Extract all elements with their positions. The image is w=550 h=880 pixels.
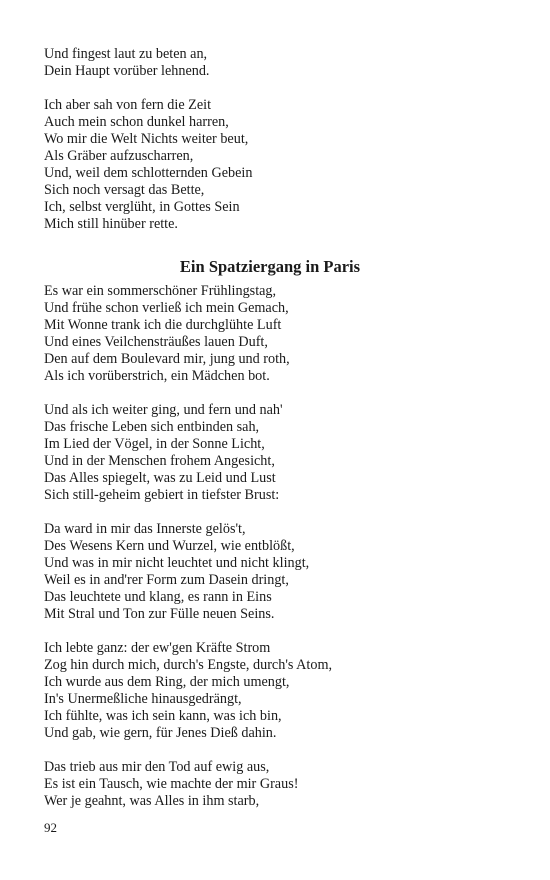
verse-line: Auch mein schon dunkel harren,	[44, 114, 229, 130]
stanza	[44, 283, 514, 385]
verse-line: Sich noch versagt das Bette,	[44, 182, 205, 198]
stanza	[44, 640, 514, 742]
verse-line: Das Alles spiegelt, was zu Leid und Lust	[44, 470, 276, 486]
verse-line: Und fingest laut zu beten an,	[44, 46, 208, 62]
verse-line: Und in der Menschen frohem Angesicht,	[44, 453, 275, 469]
verse-line: Den auf dem Boulevard mir, jung und roth,	[44, 351, 290, 367]
verse-line: Und, weil dem schlotternden Gebein	[44, 165, 253, 181]
stanza	[44, 97, 514, 233]
poem	[44, 283, 514, 810]
verse-line: Als ich vorüberstrich, ein Mädchen bot.	[44, 368, 270, 384]
stanza	[44, 402, 514, 504]
verse-line: Ich lebte ganz: der ew'gen Kräfte Strom	[44, 640, 271, 656]
verse-line: Im Lied der Vögel, in der Sonne Licht,	[44, 436, 265, 452]
verse-line: Ich wurde aus dem Ring, der mich umengt,	[44, 674, 290, 690]
verse-line: Und gab, wie gern, für Jenes Dieß dahin.	[44, 725, 277, 741]
stanza	[44, 759, 514, 810]
verse-line: Das leuchtete und klang, es rann in Eins	[44, 589, 272, 605]
verse-line: Wo mir die Welt Nichts weiter beut,	[44, 131, 249, 147]
verse-line: Und was in mir nicht leuchtet und nicht klingt,	[44, 555, 310, 571]
verse-line: Mit Wonne trank ich die durchglühte Luft	[44, 317, 282, 333]
verse-line: Mich still hinüber rette.	[44, 216, 178, 232]
verse-line: Und frühe schon verließ ich mein Gemach,	[44, 300, 289, 316]
verse-line: Da ward in mir das Innerste gelös't,	[44, 521, 246, 537]
verse-line: Dein Haupt vorüber lehnend.	[44, 63, 210, 79]
verse-line: Das frische Leben sich entbinden sah,	[44, 419, 260, 435]
stanza	[44, 46, 514, 80]
verse-line: Weil es in and'rer Form zum Dasein dringt,	[44, 572, 289, 588]
verse-line: Zog hin durch mich, durch's Engste, durch's Atom,	[44, 657, 333, 673]
verse-line: Es war ein sommerschöner Frühlingstag,	[44, 283, 277, 299]
page-number: 92	[44, 820, 57, 835]
verse-line: Ich aber sah von fern die Zeit	[44, 97, 212, 113]
verse-line: Als Gräber aufzuscharren,	[44, 148, 194, 164]
verse-line: Wer je geahnt, was Alles in ihm starb,	[44, 793, 260, 809]
page-body	[44, 46, 514, 827]
verse-line: Ich fühlte, was ich sein kann, was ich bin,	[44, 708, 282, 724]
verse-line: Sich still-geheim gebiert in tiefster Brust:	[44, 487, 280, 503]
verse-line: In's Unermeßliche hinausgedrängt,	[44, 691, 242, 707]
verse-line: Und eines Veilchensträußes lauen Duft,	[44, 334, 268, 350]
verse-line: Das trieb aus mir den Tod auf ewig aus,	[44, 759, 270, 775]
verse-line: Mit Stral und Ton zur Fülle neuen Seins.	[44, 606, 275, 622]
verse-line: Und als ich weiter ging, und fern und nah'	[44, 402, 283, 418]
poem-continued	[44, 46, 514, 233]
stanza	[44, 521, 514, 623]
verse-line: Es ist ein Tausch, wie machte der mir Graus!	[44, 776, 299, 792]
verse-line: Ich, selbst verglüht, in Gottes Sein	[44, 199, 240, 215]
verse-line: Des Wesens Kern und Wurzel, wie entblößt,	[44, 538, 295, 554]
poem-title: Ein Spatziergang in Paris	[179, 257, 361, 276]
